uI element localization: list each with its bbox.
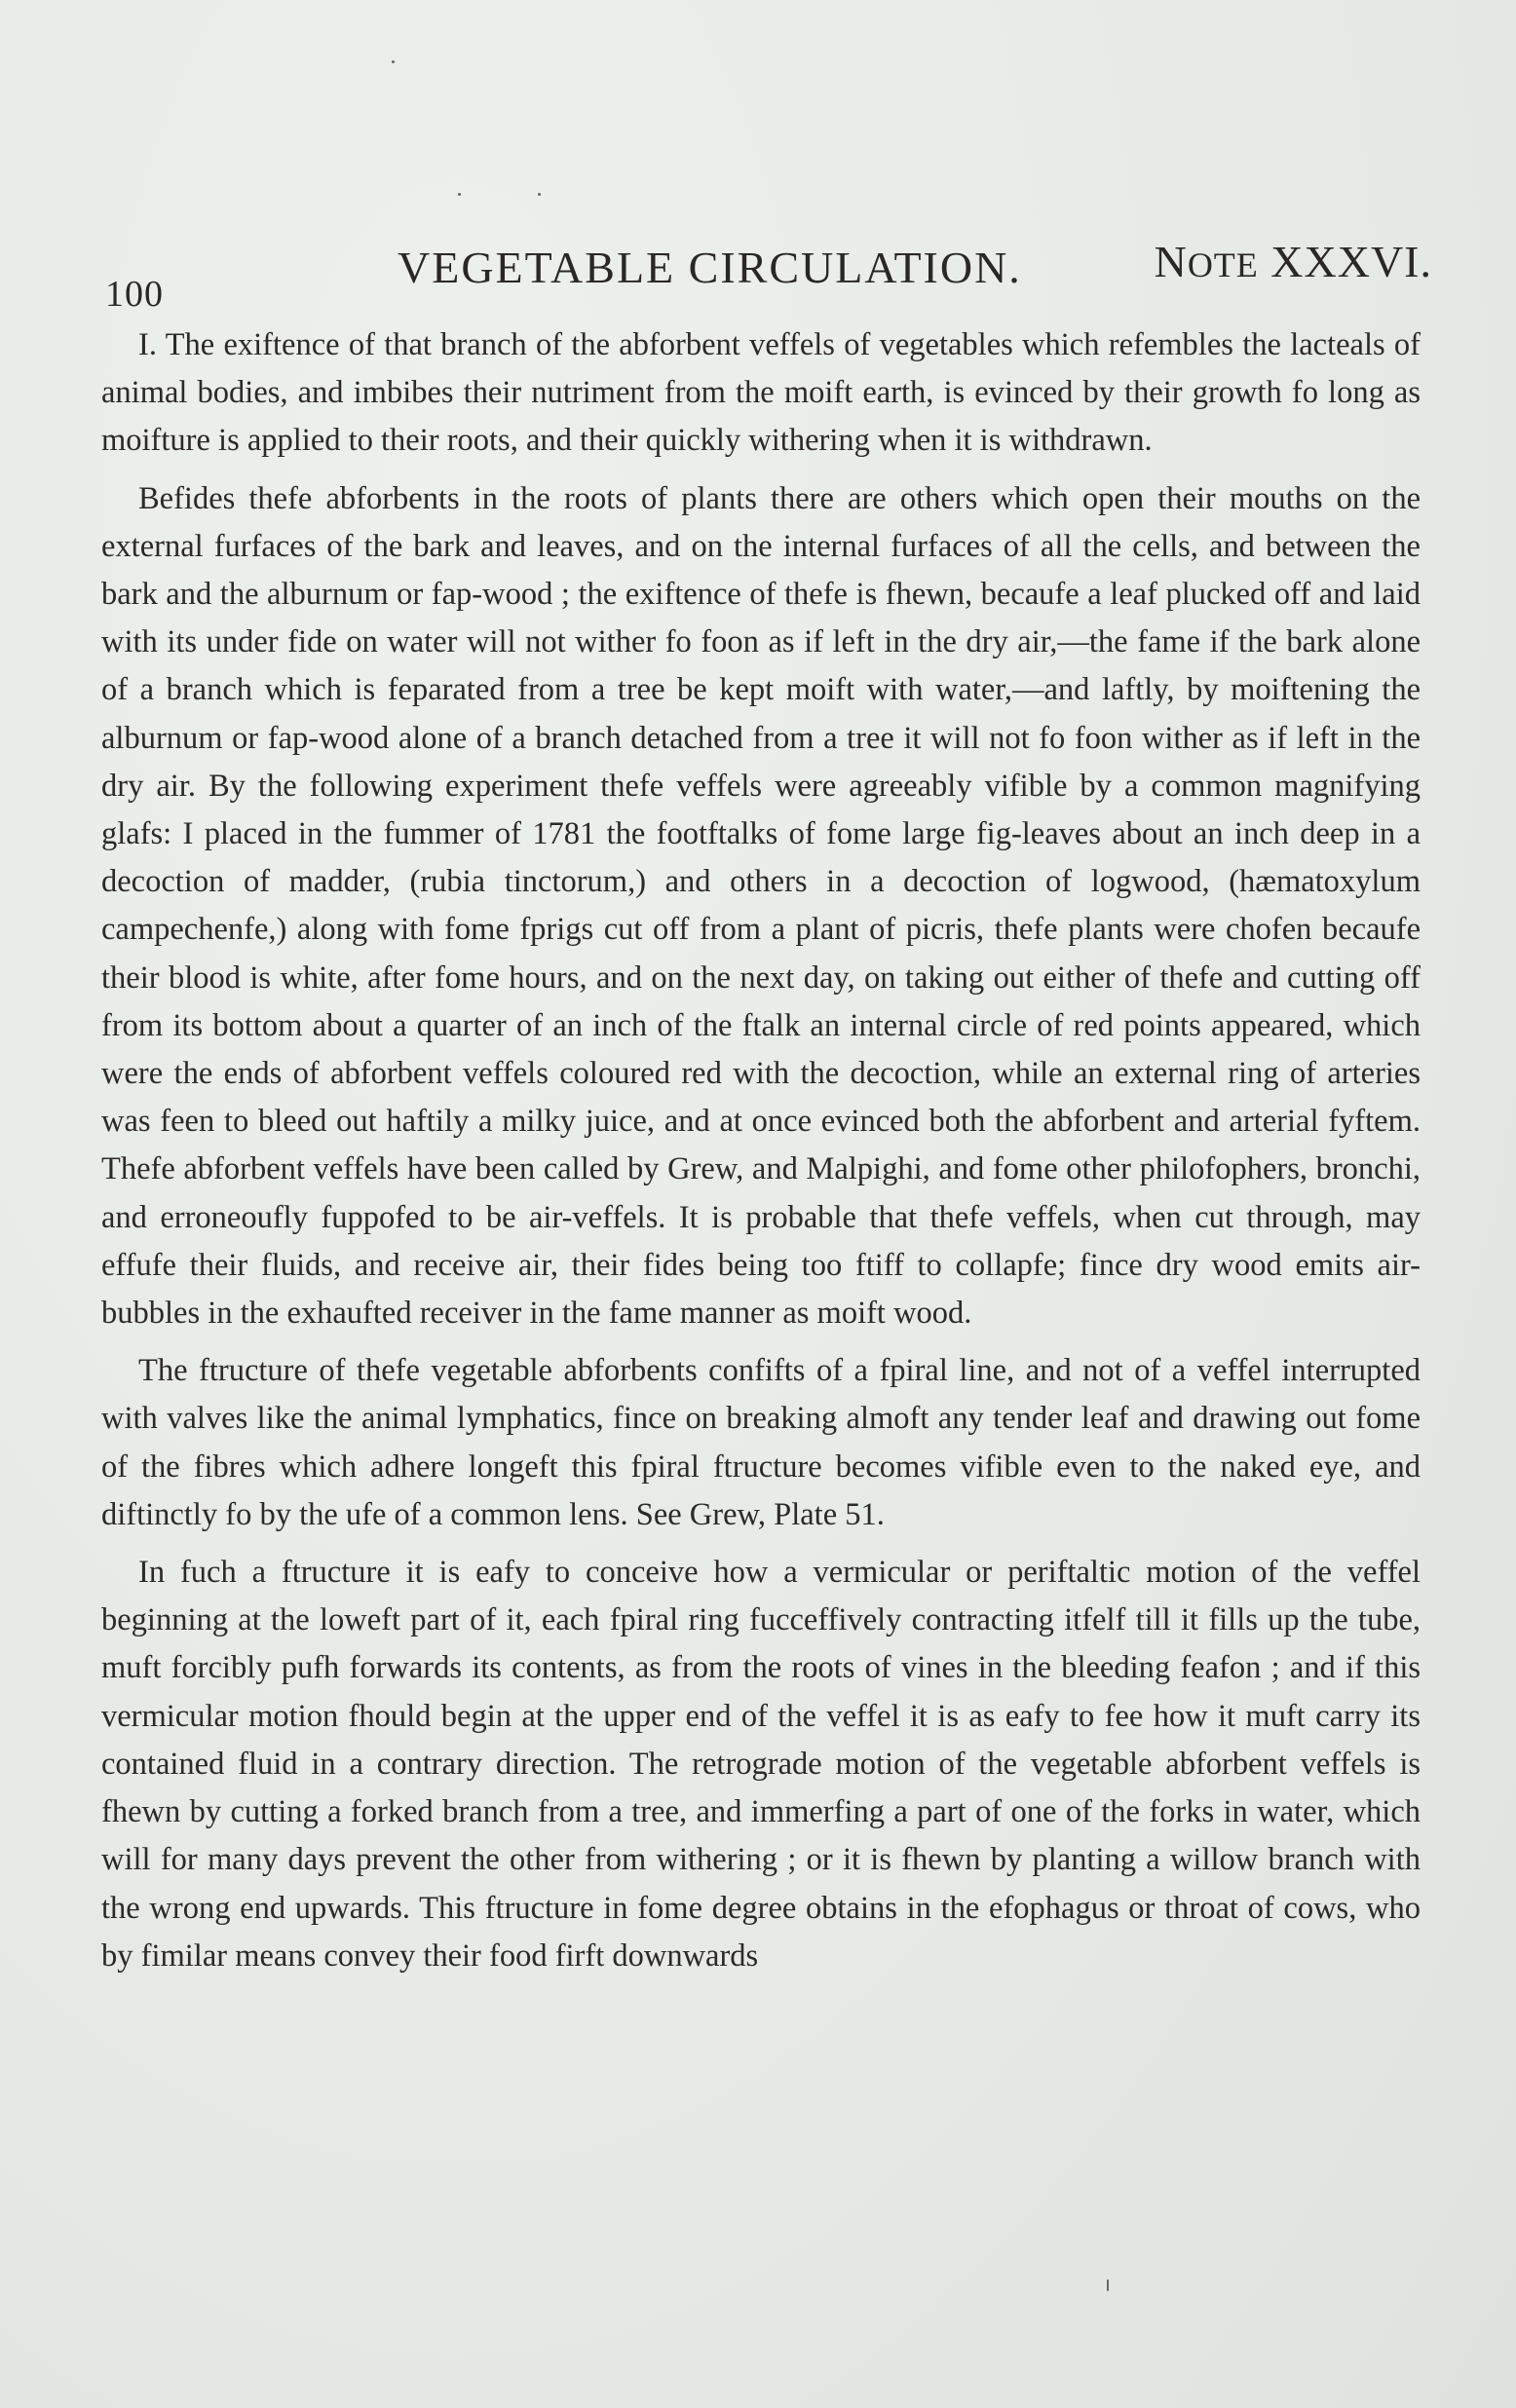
note-label-prefix: N [1154,237,1188,286]
paragraph: In fuch a ftructure it is eafy to conceive how a vermicular or periftaltic motion of the veffel beginning at the loweft part of it, each fpiral ring fucceffively contracting itfelf till it fills up the tube, muft forcibly pufh forwards its contents, as from the roots of vines in the bleeding feafon ; and if this vermicular motion fhould begin at the upper end of the veffel it is as eafy to fee how it muft carry its contained fluid in a contrary direction. The retrograde motion of the vegetable abforbent veffels is fhewn by cutting a forked branch from a tree, and immerfing a part of one of the forks in water, which will for many days prevent the other from withering ; or it is fhewn by planting a willow branch with the wrong end upwards. This ftructure in fome degree obtains in the efophagus or throat of cows, who by fimilar means convey their food firft downwards [101,1555,1421,1974]
note-label-smallcaps: OTE [1187,245,1259,284]
running-title: VEGETABLE CIRCULATION. [398,243,1022,292]
paragraph: Befides thefe abforbents in the roots of plants there are others which open their mouths on the external furfaces of the bark and leaves, and on the internal furfaces of all the cells, and between the bark and the alburnum or fap-wood ; the exiftence of thefe is fhewn, becaufe a leaf plucked off and laid with its under fide on water will not wither fo foon as if left in the dry air,—the fame if the bark alone of a branch which is feparated from a tree be kept moift with water,—and laftly, by moiftening the alburnum or fap-wood alone of a branch detached from a tree it will not fo foon wither as if left in the dry air. By the following experiment thefe veffels were agreeably vifible by a common magnifying glafs: I placed in the fummer of 1781 the footftalks of fome large fig-leaves about an inch deep in a decoction of madder, (rubia tinctorum,) and others in a decoction of logwood, (hæmatoxylum campechenfe,) along with fome fprigs cut off from a plant of picris, thefe plants were chofen becaufe their blood is white, after fome hours, and on the next day, on taking out either of thefe and cutting off from its bottom about a quarter of an inch of the ftalk an internal circle of red points appeared, which were the ends of abforbent veffels coloured red with the decoction, while an external ring of arteries was feen to bleed out haftily a milky juice, and at once evinced both the abforbent and arterial fyftem. Thefe abforbent veffels have been called by Grew, and Malpighi, and fome other philofophers, bronchi, and erroneoufly fuppofed to be air-veffels. It is probable that thefe veffels, when cut through, may effufe their fluids, and receive air, their fides being too ftiff to collapfe; fince dry wood emits air-bubbles in the exhaufted receiver in the fame manner as moift wood. [101,480,1421,1332]
paper-speck [392,60,395,63]
paragraph: The ftructure of thefe vegetable abforbents confifts of a fpiral line, and not of a veffel interrupted with valves like the animal lymphatics, fince on breaking almoft any tender leaf and drawing out fome of the fibres which adhere longeft this fpiral ftructure becomes vifible even to the naked eye, and diftinctly fo by the ufe of a common lens. See Grew, Plate 51. [101,1353,1421,1532]
paper-speck [538,193,541,196]
note-label-numeral: XXXVI. [1270,237,1432,286]
paragraph: I. The exiftence of that branch of the abforbent veffels of vegetables which refembles the lacteals of animal bodies, and imbibes their nutriment from the moift earth, is evinced by their growth fo long as moifture is applied to their roots, and their quickly withering when it is withdrawn. [101,327,1421,459]
paper-speck [1107,2279,1109,2291]
note-label [1155,236,1432,287]
page-header [97,232,1432,315]
body-text [101,321,1421,1990]
page-number: 100 [105,274,164,315]
paper-speck [458,193,461,196]
